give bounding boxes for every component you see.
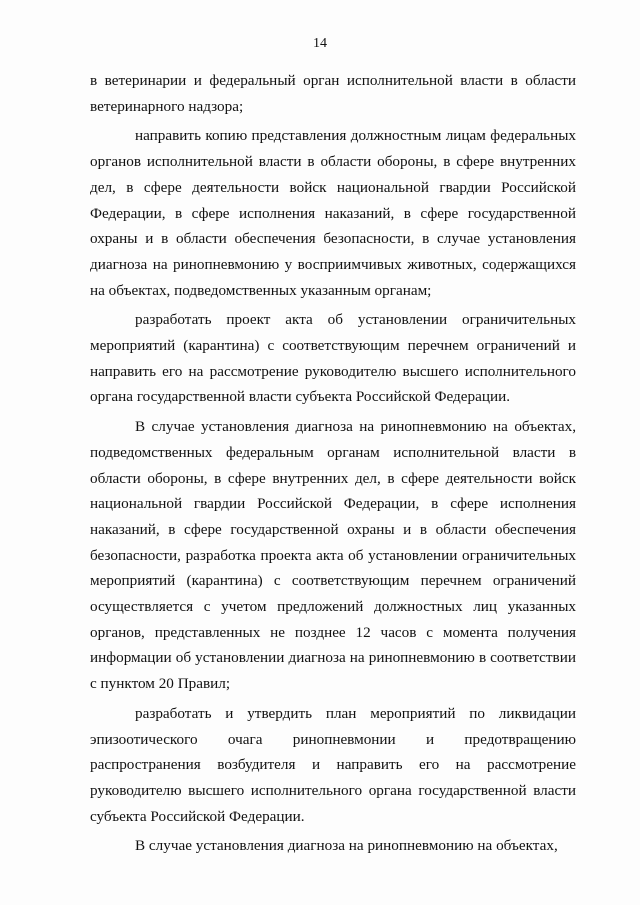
paragraph-send-copy: направить копию представления должностным лицам федеральных органов исполнительной власти в области обороны, в сфере внутренних дел, в сфере деятельности войск национальной гвардии Российской Федерации, в сфере исполнения наказаний, в сфере государственной охраны и в области обеспечения безопасности, в случае установления диагноза на ринопневмонию у восприимчивых животных, содержащихся на объектах, подведомственных указанным органам; bbox=[90, 127, 576, 299]
paragraph-continuation: в ветеринарии и федеральный орган исполнительной власти в области ветеринарного надзора; bbox=[90, 72, 576, 115]
document-body bbox=[90, 68, 576, 859]
page-number: 14 bbox=[313, 36, 327, 51]
paragraph-liquidation-plan: разработать и утвердить план мероприятий по ликвидации эпизоотического очага ринопневмонии и предотвращению распространения возбудителя и направить его на рассмотрение руководителю высшего исполнительного органа государственной власти субъекта Российской Федерации. bbox=[90, 704, 576, 825]
paragraph-federal-objects: В случае установления диагноза на ринопневмонию на объектах, подведомственных федеральным органам исполнительной власти в области обороны, в сфере внутренних дел, в сфере деятельности войск национальной гвардии Российской Федерации, в сфере исполнения наказаний, в сфере государственной охраны и в области обеспечения безопасности, разработка проекта акта об установлении ограничительных мероприятий (карантина) с соответствующим перечнем ограничений осуществляется с учетом предложений должностных лиц указанных органов, представленных не позднее 12 часов с момента получения информации об установлении диагноза на ринопневмонию в соответствии с пунктом 20 Правил; bbox=[90, 418, 576, 693]
paragraph-trailing: В случае установления диагноза на ринопневмонию на объектах, bbox=[135, 837, 558, 855]
paragraph-draft-act: разработать проект акта об установлении ограничительных мероприятий (карантина) с соответствующим перечнем ограничений и направить его на рассмотрение руководителю высшего исполнительного органа государственной власти субъекта Российской Федерации. bbox=[90, 311, 576, 406]
